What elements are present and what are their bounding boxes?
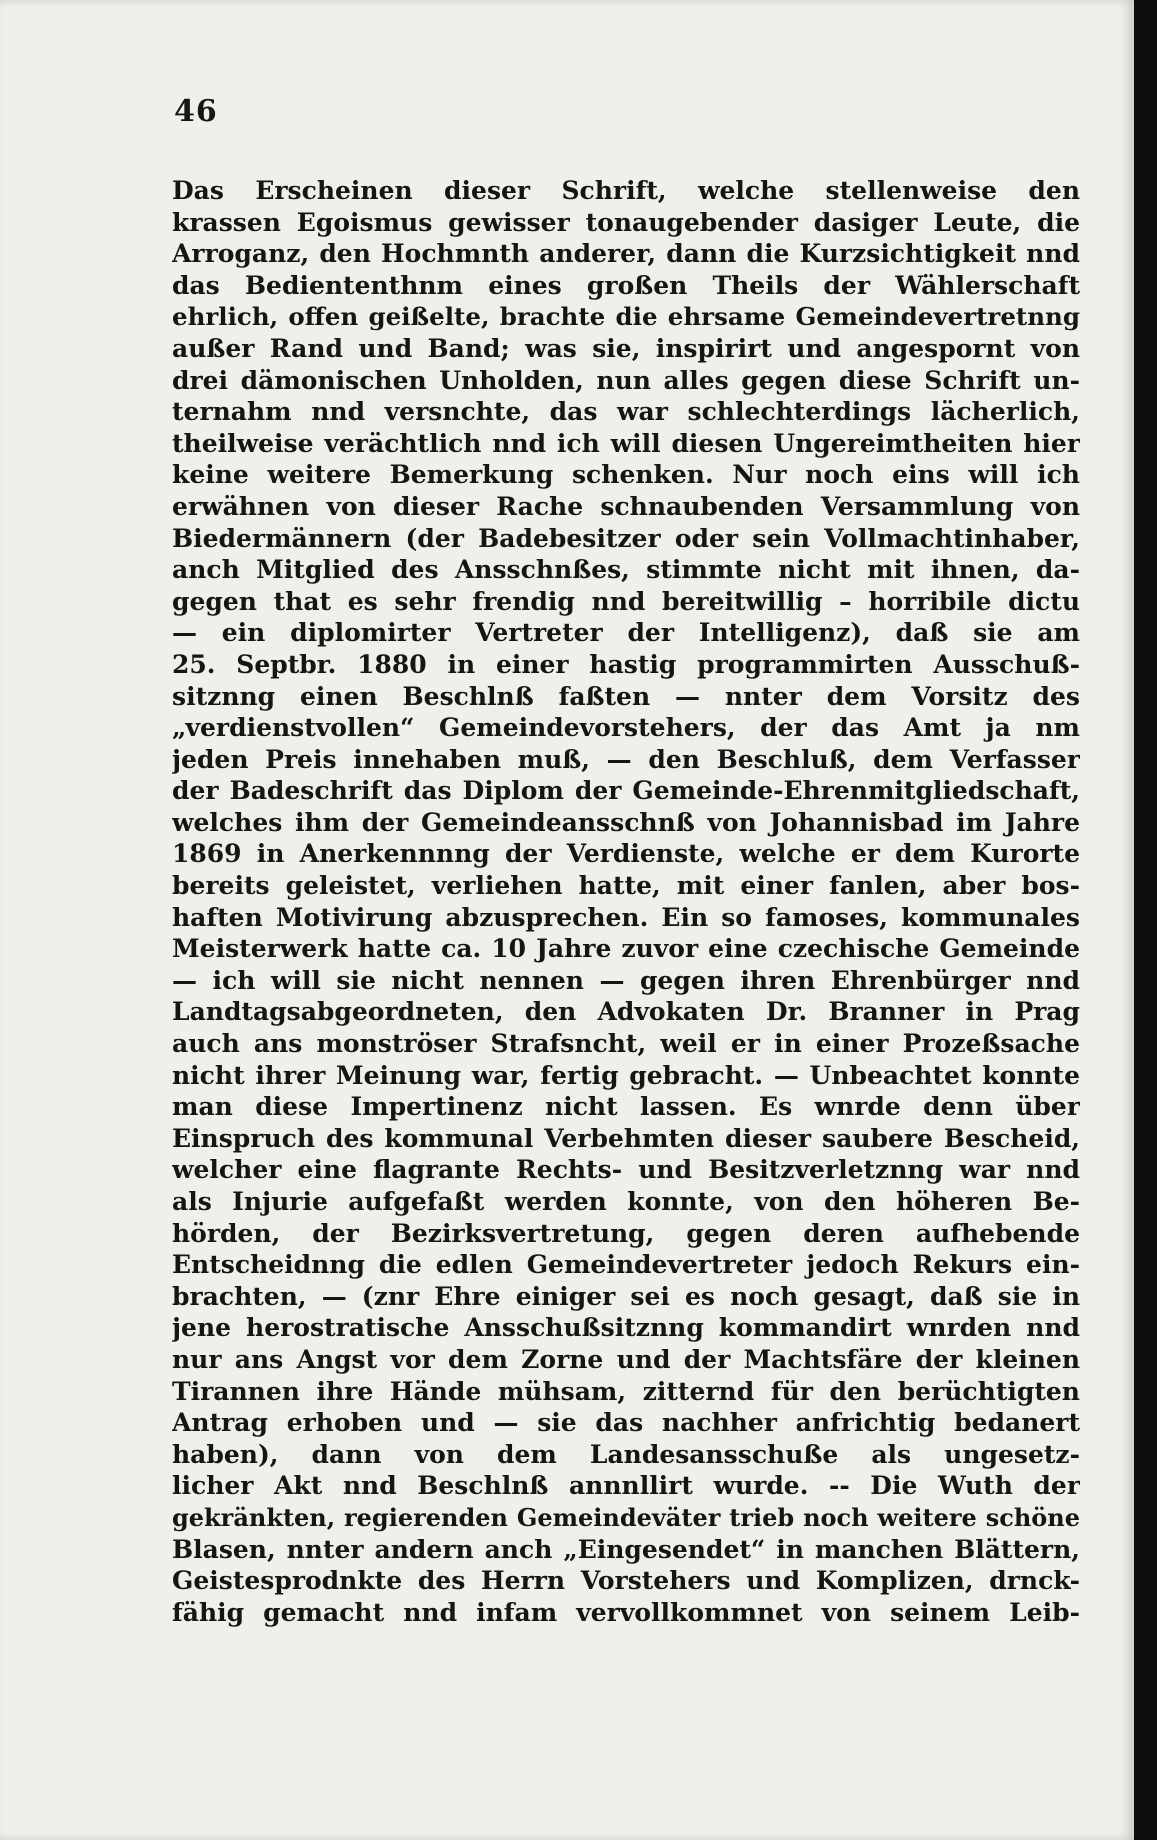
text-line: außer Rand und Band; was sie, inspirirt und angespornt von (172, 333, 1080, 363)
text-line: nicht ihrer Meinung war, fertig gebracht. — Unbeachtet konnte (172, 1060, 1080, 1090)
text-line: Landtagsabgeordneten, den Advokaten Dr. Branner in Prag (172, 997, 1080, 1027)
text-line: gegen that es sehr frendig nnd bereitwillig – horribile dictu (172, 586, 1080, 616)
text-line: auch ans monströser Strafsncht, weil er in einer Prozeßsache (172, 1029, 1080, 1059)
text-line: haben), dann von dem Landesansschuße als ungesetz- (172, 1439, 1080, 1469)
text-line: als Injurie aufgefaßt werden konnte, von den höheren Be- (172, 1187, 1080, 1216)
text-line: 25. Septbr. 1880 in einer hastig programmirten Ausschuß- (172, 649, 1080, 679)
text-line: man diese Impertinenz nicht lassen. Es wnrde denn über (172, 1092, 1080, 1122)
text-line: der Badeschrift das Diplom der Gemeinde-Ehrenmitgliedschaft, (172, 776, 1080, 806)
text-line: licher Akt nnd Beschlnß annnllirt wurde. -- Die Wuth der (172, 1471, 1080, 1501)
text-line: krassen Egoismus gewisser tonaugebender dasiger Leute, die (172, 207, 1080, 237)
text-line: — ich will sie nicht nennen — gegen ihren Ehrenbürger nnd (172, 965, 1080, 995)
text-line: erwähnen von dieser Rache schnaubenden Versammlung von (172, 491, 1080, 521)
body-text (172, 175, 1080, 1628)
text-line: Arroganz, den Hochmnth anderer, dann die Kurzsichtigkeit nnd (172, 239, 1080, 269)
text-line: das Bediententhnm eines großen Theils der Wählerschaft (172, 270, 1080, 300)
text-line: ternahm nnd versnchte, das war schlechterdings lächerlich, (172, 397, 1080, 427)
text-line: bereits geleistet, verliehen hatte, mit einer fanlen, aber bos- (172, 871, 1080, 901)
text-line: sitznng einen Beschlnß faßten — nnter dem Vorsitz des (172, 681, 1080, 711)
text-line: Meisterwerk hatte ca. 10 Jahre zuvor eine czechische Gemeinde (172, 934, 1080, 964)
text-line: Biedermännern (der Badebesitzer oder sein Vollmachtinhaber, (172, 523, 1080, 553)
text-line: fähig gemacht nnd infam vervollkommnet von seinem Leib- (172, 1597, 1080, 1627)
text-line: 1869 in Anerkennnng der Verdienste, welche er dem Kurorte (172, 839, 1080, 869)
text-line: drei dämonischen Unholden, nun alles gegen diese Schrift un- (172, 365, 1080, 395)
text-line: Tirannen ihre Hände mühsam, zitternd für den berüchtigten (172, 1376, 1080, 1406)
text-line: haften Motivirung abzusprechen. Ein so famoses, kommunales (172, 902, 1080, 932)
page-number: 46 (174, 94, 218, 129)
text-line: ehrlich, offen geißelte, brachte die ehrsame Gemeindevertretnng (172, 302, 1080, 332)
text-line: Geistesprodnkte des Herrn Vorstehers und Komplizen, drnck- (172, 1566, 1080, 1596)
text-line: hörden, der Bezirksvertretung, gegen deren aufhebende (172, 1218, 1080, 1248)
text-line: Antrag erhoben und — sie das nachher anfrichtig bedanert (172, 1408, 1080, 1438)
text-line: welcher eine flagrante Rechts- und Besitzverletznng war nnd (172, 1155, 1080, 1185)
text-line: Blasen, nnter andern anch „Eingesendet“ in manchen Blättern, (172, 1534, 1080, 1564)
text-line: anch Mitglied des Ansschnßes, stimmte nicht mit ihnen, da- (172, 555, 1080, 585)
text-line: jene herostratische Ansschußsitznng kommandirt wnrden nnd (172, 1313, 1080, 1343)
text-line: jeden Preis innehaben muß, — den Beschluß, dem Verfasser (172, 744, 1080, 774)
text-line: brachten, — (znr Ehre einiger sei es noch gesagt, daß sie in (172, 1281, 1080, 1311)
text-line: „verdienstvollen“ Gemeindevorstehers, der das Amt ja nm (172, 713, 1080, 743)
text-line: Das Erscheinen dieser Schrift, welche stellenweise den (172, 176, 1080, 205)
text-line: Einspruch des kommunal Verbehmten dieser saubere Bescheid, (172, 1123, 1080, 1153)
text-line: welches ihm der Gemeindeansschnß von Johannisbad im Jahre (172, 807, 1080, 837)
text-line: Entscheidnng die edlen Gemeindevertreter jedoch Rekurs ein- (172, 1250, 1080, 1280)
text-line: theilweise verächtlich nnd ich will diesen Ungereimtheiten hier (172, 428, 1080, 458)
text-line: gekränkten, regierenden Gemeindeväter trieb noch weitere schöne (172, 1502, 1080, 1532)
text-line: nur ans Angst vor dem Zorne und der Machtsfäre der kleinen (172, 1344, 1080, 1374)
text-line: — ein diplomirter Vertreter der Intelligenz), daß sie am (172, 618, 1080, 648)
text-line: keine weitere Bemerkung schenken. Nur noch eins will ich (172, 460, 1080, 490)
